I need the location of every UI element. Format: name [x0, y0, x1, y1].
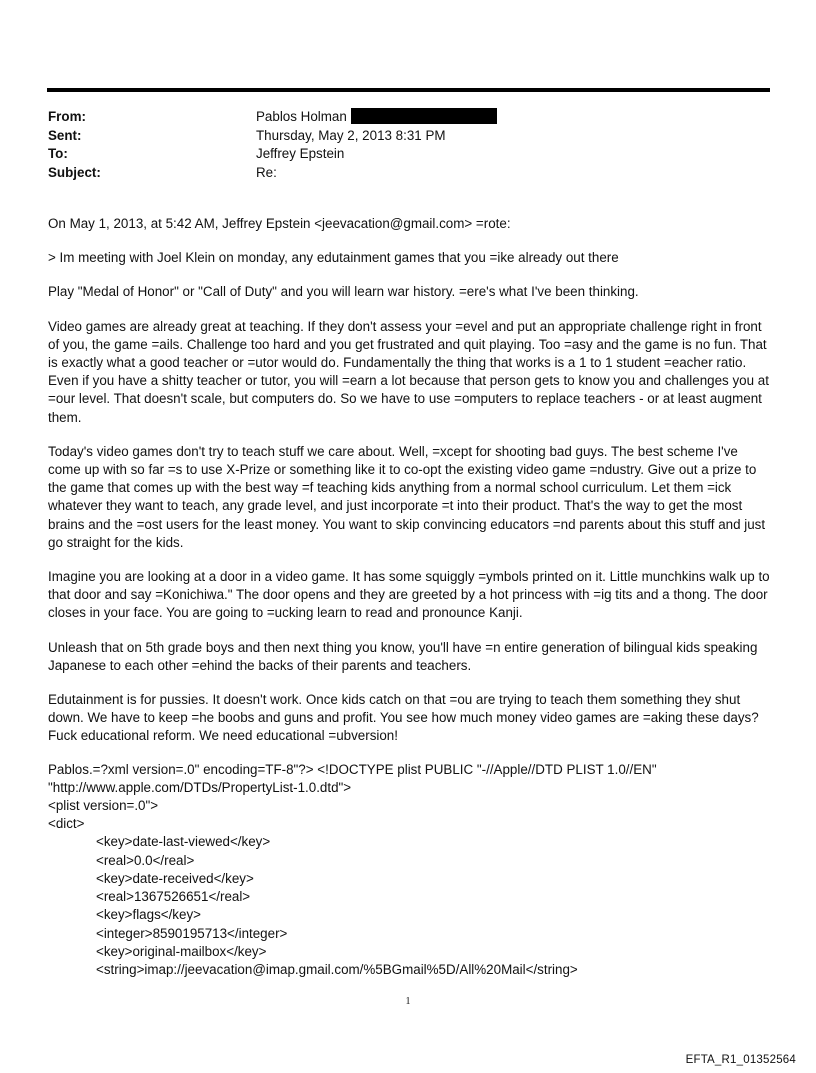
sent-label: Sent: [48, 127, 82, 143]
xml-line: <real>0.0</real> [96, 852, 195, 868]
sent-row [48, 127, 497, 146]
body-paragraph-8: Edutainment is for pussies. It doesn't work. Once kids catch on that =ou are trying to teach them something they shut down. We have to keep =he boobs and guns and profit. You see how much money video games are =aking these days? Fuck educational reform. We need educational =ubversion! [48, 692, 759, 744]
page-number: 1 [405, 996, 411, 1007]
xml-line: <string>imap://jeevacation@imap.gmail.com/%5BGmail%5D/All%20Mail</string> [96, 961, 578, 977]
from-row [48, 108, 497, 127]
from-label: From: [48, 109, 86, 124]
xml-line: <key>date-received</key> [96, 870, 254, 886]
plist-xml-block [48, 761, 772, 979]
to-label: To: [48, 146, 68, 161]
document-id: EFTA_R1_01352564 [685, 1054, 796, 1066]
xml-line: <key>flags</key> [96, 907, 201, 923]
xml-line: Pablos.=?xml version=.0" encoding=TF-8"?> <!DOCTYPE plist PUBLIC "-//Apple//DTD PLIST 1.0//EN" [48, 761, 657, 777]
email-header [48, 108, 497, 182]
xml-line: <real>1367526651</real> [96, 889, 251, 905]
body-paragraph-4: Video games are already great at teaching. If they don't assess your =evel and put an appropriate challenge right in front of you, the game =ails. Challenge too hard and you get frustrated and quit playing. Too =asy and the game is no fun. That is exactly what a good teacher or =utor would do. Fundamentally the thing that works is a 1 to 1 student =eacher ratio. Even if you have a shitty teacher or tutor, you will =earn a lot because that person gets to know you and challenges you at =our level. That doesn't scale, but computers do. So we have to use =omputers to replace teachers - or at least augment them. [48, 318, 769, 425]
xml-line: <plist version=.0"> [48, 798, 159, 814]
xml-line: <dict> [48, 816, 85, 832]
subject-row [48, 164, 497, 183]
xml-line: "http://www.apple.com/DTDs/PropertyList-1.0.dtd"> [48, 779, 352, 795]
email-body [48, 215, 772, 979]
subject-value: Re: [256, 164, 277, 180]
to-row [48, 145, 497, 164]
xml-line: <key>original-mailbox</key> [96, 943, 267, 959]
body-paragraph-5: Today's video games don't try to teach stuff we care about. Well, =xcept for shooting bad guys. The best scheme I've come up with so far =s to use X-Prize or something like it to co-opt the existing video game =ndustry. Give out a prize to the game that comes up with the best way =f teaching kids anything from a normal school curriculum. Let them =ick whatever they want to teach, any grade level, and just incorporate =t into their product. That's the way to get the most brains and the =ost users for the least money. You want to skip convincing educators =nd parents about this stuff and just go straight for the kids. [48, 443, 766, 550]
body-paragraph-6: Imagine you are looking at a door in a video game. It has some squiggly =ymbols printed on it. Little munchkins walk up to that door and say =Konichiwa." The door opens and they are greeted by a hot princess with =ig tits and a thong. The door closes in your face. You are going to =ucking learn to read and pronounce Kanji. [48, 569, 770, 621]
body-paragraph-1: On May 1, 2013, at 5:42 AM, Jeffrey Epstein <jeevacation@gmail.com> =rote: [48, 216, 511, 231]
from-value: Pablos Holman [256, 109, 347, 124]
xml-line: <key>date-last-viewed</key> [96, 834, 271, 850]
xml-line: <integer>8590195713</integer> [96, 925, 288, 941]
to-value: Jeffrey Epstein [256, 146, 345, 161]
redaction-block [351, 108, 497, 124]
sent-value: Thursday, May 2, 2013 8:31 PM [256, 127, 446, 143]
header-rule [47, 88, 770, 92]
body-paragraph-7: Unleash that on 5th grade boys and then next thing you know, you'll have =n entire generation of bilingual kids speaking Japanese to each other =ehind the backs of their parents and teachers. [48, 639, 758, 673]
subject-label: Subject: [48, 164, 101, 180]
body-paragraph-3: Play "Medal of Honor" or "Call of Duty" and you will learn war history. =ere's what I've been thinking. [48, 284, 639, 300]
body-paragraph-2: > Im meeting with Joel Klein on monday, any edutainment games that you =ike already out there [48, 250, 619, 266]
